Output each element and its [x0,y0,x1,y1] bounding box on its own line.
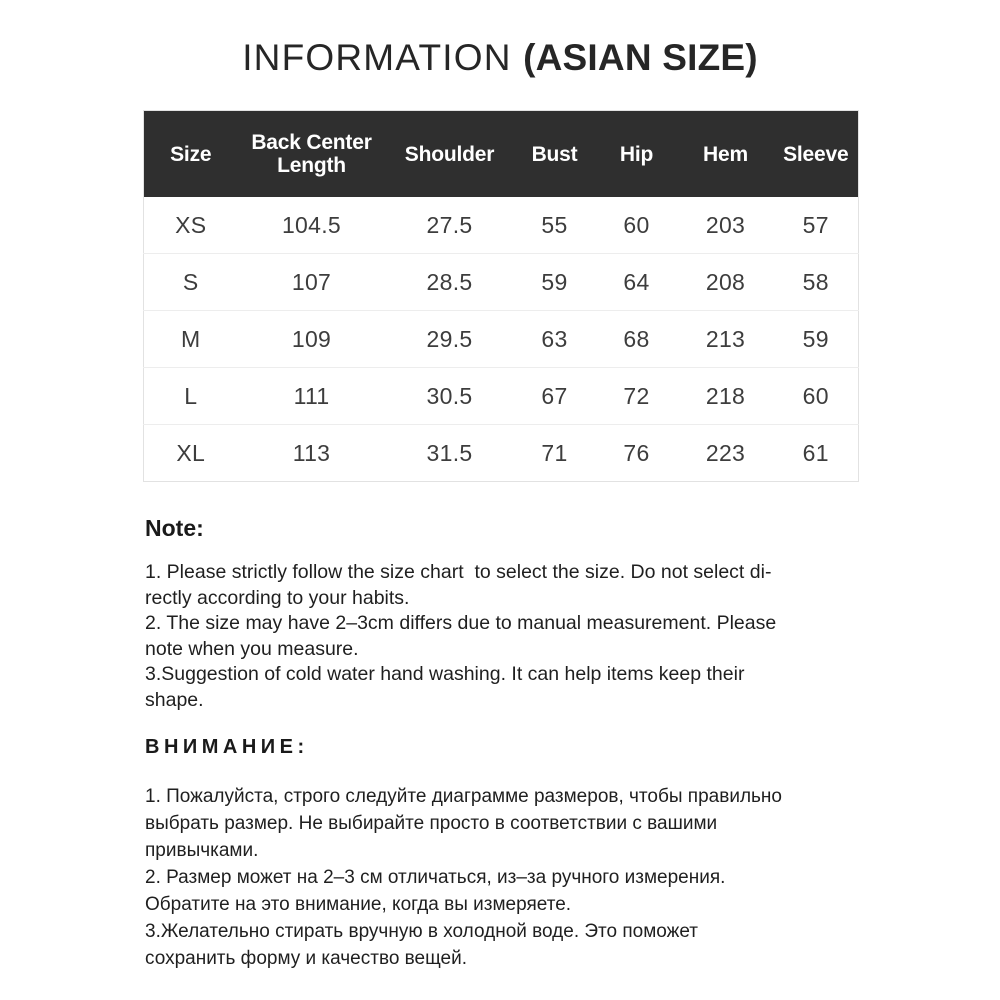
table-body [144,197,859,482]
attention-line: Обратите на это внимание, когда вы измеряете. [145,894,572,915]
table-row [144,425,859,482]
cell-hip: 68 [596,311,678,368]
cell-hem: 203 [705,211,746,238]
cell-hem: 208 [678,254,774,311]
cell-back-center-length: 113 [238,425,386,482]
cell-bust: 71 [514,425,596,482]
cell-size: S [144,254,238,311]
cell-back-center-length: 109 [238,311,386,368]
attention-section [145,733,860,972]
cell-hem: 223 [678,425,774,482]
note-line: note when you measure. [145,637,359,660]
cell-size: L [144,368,238,425]
cell-bust: 59 [514,254,596,311]
cell-back-center-length: 104.5 [281,211,342,238]
column-header-sleeve: Sleeve [783,142,849,166]
cell-shoulder: 28.5 [386,254,514,311]
cell-shoulder: 30.5 [386,368,514,425]
note-line: rectly according to your habits. [145,586,410,609]
table-row [144,254,859,311]
column-header-back-center-line2: Length [277,154,346,177]
cell-shoulder: 27.5 [426,211,473,238]
note-section [145,513,860,713]
note-heading: Note: [145,515,204,541]
cell-back-center-length: 107 [238,254,386,311]
column-header-shoulder: Shoulder [404,142,495,166]
attention-line: привычками. [145,840,259,861]
attention-line: 2. Размер может на 2–3 см отличаться, из–за ручного измерения. [145,867,726,888]
table-row [144,368,859,425]
cell-size: XL [144,425,238,482]
cell-bust: 63 [514,311,596,368]
table-row [144,197,859,254]
cell-hip: 60 [623,211,650,238]
cell-shoulder: 29.5 [386,311,514,368]
attention-line: 3.Желательно стирать вручную в холодной воде. Это поможет [145,921,699,942]
cell-sleeve: 61 [774,425,859,482]
cell-sleeve: 59 [774,311,859,368]
table-header-row [144,111,859,198]
note-body [145,560,860,713]
page-title [0,36,1000,80]
attention-line: сохранить форму и качество вещей. [145,948,467,969]
cell-hip: 76 [596,425,678,482]
note-line: 1. Please strictly follow the size chart to select the size. Do not select di- [145,561,772,583]
cell-bust: 55 [541,211,568,238]
cell-back-center-length: 111 [238,368,386,425]
note-line: shape. [145,688,204,711]
column-header-size: Size [170,142,212,166]
page-title-bold: (ASIAN SIZE) [523,37,758,78]
cell-size: XS [175,211,207,238]
cell-hip: 72 [596,368,678,425]
cell-sleeve: 58 [774,254,859,311]
attention-body [145,783,860,972]
attention-heading: ВНИМАНИЕ: [145,736,309,758]
attention-line: выбрать размер. Не выбирайте просто в соответствии с вашими [145,813,718,834]
page-title-light: INFORMATION [242,37,524,78]
cell-size: M [144,311,238,368]
column-header-back-center-length [238,111,386,198]
cell-sleeve: 57 [802,211,829,238]
cell-hip: 64 [596,254,678,311]
column-header-hem: Hem [703,142,748,166]
cell-shoulder: 31.5 [386,425,514,482]
cell-bust: 67 [514,368,596,425]
note-line: 2. The size may have 2–3cm differs due to manual measurement. Please [145,612,777,634]
column-header-hip: Hip [619,142,654,166]
cell-hem: 218 [678,368,774,425]
cell-hem: 213 [678,311,774,368]
note-line: 3.Suggestion of cold water hand washing. It can help items keep their [145,663,745,685]
column-header-bust: Bust [531,142,578,166]
size-chart-table [143,110,859,482]
column-header-back-center-line1: Back Center [251,131,372,154]
table-header [144,111,859,198]
cell-sleeve: 60 [774,368,859,425]
attention-line: 1. Пожалуйста, строго следуйте диаграмме размеров, чтобы правильно [145,786,782,807]
table-row [144,311,859,368]
